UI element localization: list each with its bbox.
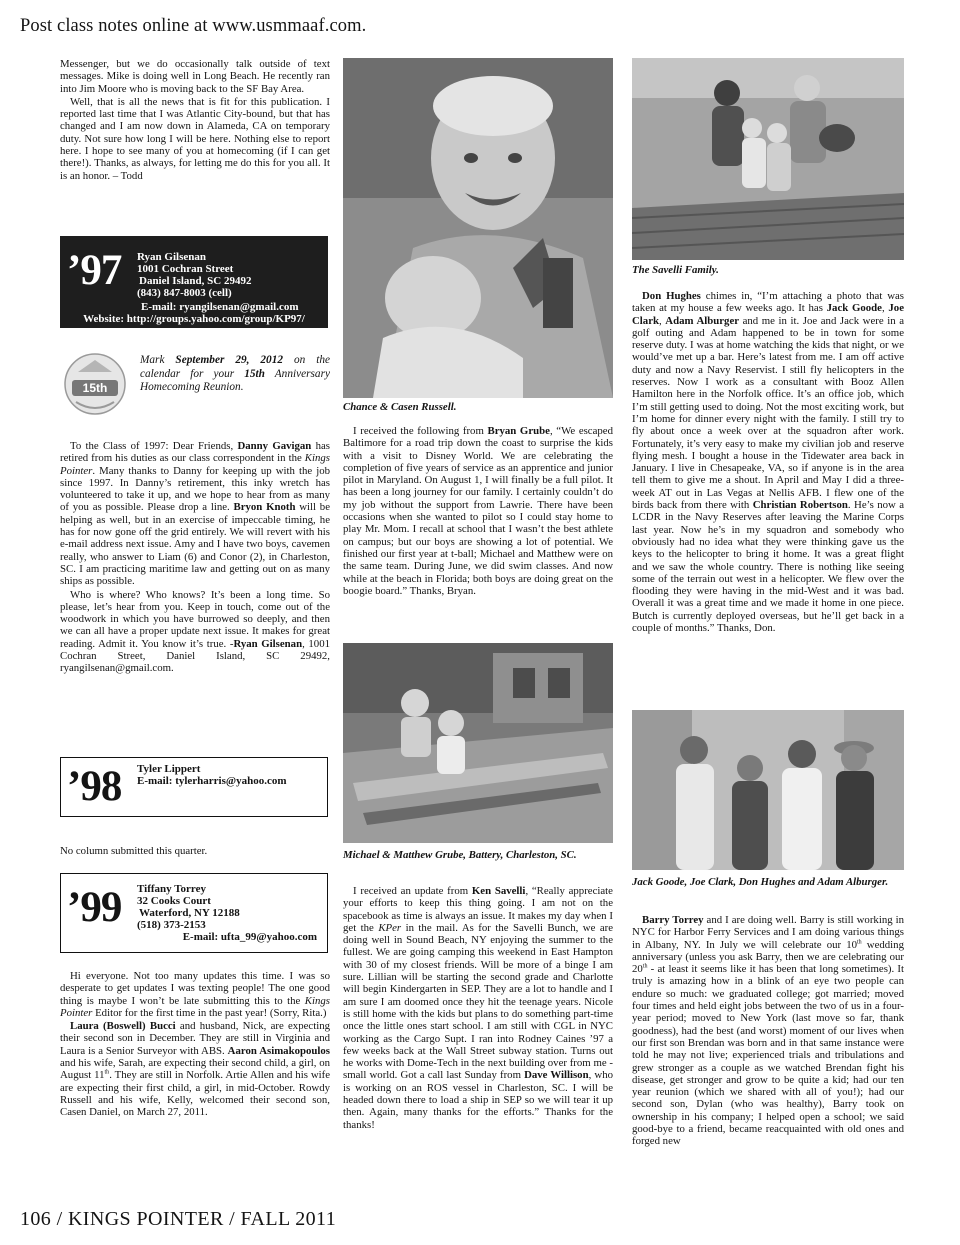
class-97-online-info: [61, 301, 327, 325]
paragraph: Barry Torrey and I are doing well. Barry is still working in NYC for Harbor Ferry Services and I am doing various things in Albany, NY. In July we will celebrate our 10th wedding anniversary (unless you ask Barry, then we are celebrating our 20th - at least it seems like it has been that long sometimes). It truly is amazing how in a blink of an eye two people can endure so much: we graduated college; got married; moved four times and held eight jobs between the two of us in a four-year period; moved to New York (last move so far, thank goodness), had the best (and worst) moment of our lives when our first son Brendan was born and in that same instance were told he may not live; experienced trials and tribulations and grew stronger as a couple as we watched Brendan fight his disease, get stronger and grow to be quite a kid; had our ten year reunion (which we shared with all of you!); had our second son, Dylan (who was healthy), Barry took on ownership in his company; I helped open a school; we said good-bye to a friend, became reacquainted with old ones and forged new: [632, 914, 904, 1148]
paragraph: Don Hughes chimes in, “I’m attaching a photo that was taken at my house a few weeks ago. It has Jack Goode, Joe Clark, Adam Alburger and me in it. Joe and Jack were in a golf outing and Adam happened to be in town for some reserve duty. I was at home watching the kids that night, or we would’ve met up a bar. Here’s latest from me. I am off active duty and now a Navy Reservist. I still fly helicopters in the reserves. Now I work as a consultant with Booz Allen Hamilton here in the Norfolk office. It’s an office job, which I’m still getting used to doing. Not the most exciting work, but I’m home for dinner every night with the family. I still try to fly about once a week over at the squadron after work. Fortunately, it’s very easy to make my civilian job and reserve flying mesh. I bought a house in the Tidewater area back in January. I live in Chesapeake, VA, so if anyone is in the area tell them to give me a shout. In April and May I did a three-week AT out in Las Vegas at Nellis AFB. I flew one of the birds back from there with Christian Robertson. He’s now a LCDR in the Navy Reserves after leaving the Marine Corps last year. Now he’s in my squadron and somebody who obviously had no idea what they were thinking gave us the keys to the helicopter to bring it home. It was a great flight and we saw the whole country. There is nothing like seeing some of the terrain out west in a helicopter. We flew over the flooding they were having in the mid-West and it was bad. Overall it was a great time and we made it home in one piece. Butch is currently deployed overseas, but he’ll get back in a couple of months.” Thanks, Don.: [632, 290, 904, 635]
caption-chance-casen: Chance & Casen Russell.: [343, 401, 457, 413]
email-address: E-mail: tylerharris@yahoo.com: [137, 775, 287, 787]
class-97-contact-box: [60, 236, 328, 328]
caption-grube: Michael & Matthew Grube, Battery, Charleston, SC.: [343, 849, 577, 861]
email-address: E-mail: ryangilsenan@gmail.com: [141, 301, 299, 313]
correspondent-name: Tiffany Torrey: [137, 883, 206, 895]
column-2-savelli-note: [343, 885, 613, 1131]
paragraph: I received an update from Ken Savelli, “Really appreciate your efforts to keep this thing going. I am not on the spacebook as time is always an issue. It makes my day when I get the KPer in the mail. As for the Savelli Bunch, we are doing well in Sound Beach, NY enjoying the summer to the fullest. We are going camping this weekend in East Hampton with 30 of my closest friends. Will be more of a binge I am sure. Lillian will be starting the second grade and Charlotte will begin Kindergarten in SEP. They are a lot to handle and I am sure I am doomed once they hit the teenage years. Nicole is still home with the kids but plans to do something part-time once the little ones start school. I am still with CGL in NYC working as the Cargo Supt. I ran into Rodney Caines ’97 a few weeks back at the Wall Street subway station. Turns out he works with Dome-Tech in the next building over from me - small world. Got a call last Sunday from Dave Willison, who is working on an ROS vessel in Charleston, SC. I will be headed down there to load a ship in SEP so we will tear it up then. Again, many thanks for the efforts.” Thanks for the thanks!: [343, 885, 614, 1131]
photo-goode-clark-hughes-alburger: [632, 710, 904, 870]
paragraph: Laura (Boswell) Bucci and husband, Nick, are expecting their second son in December. They are still in Virginia and Laura is a Senior Surveyor with ABS. Aaron Asimakopoulos and his wife, Sarah, are expecting their second child, a girl, on August 11th. They are still in Norfolk. Artie Allen and his wife are expecting their first child, a girl, in mid-October. Rowdy Russell and his wife, Kelly, welcomed their second son, Casen Daniel, on March 27, 2011.: [60, 1020, 330, 1119]
no-column-note: No column submitted this quarter.: [60, 845, 208, 857]
phone-number: (843) 847-8003 (cell): [137, 287, 232, 299]
street-address: 1001 Cochran Street: [137, 263, 234, 275]
class-97-notes: [60, 440, 330, 675]
class-99-contact-info: [137, 883, 317, 943]
city-address: Waterford, NY 12188: [139, 907, 240, 919]
photo-michael-matthew-grube: [343, 643, 613, 843]
class-99-notes: [60, 970, 330, 1119]
email-address: E-mail: ufta_99@yahoo.com: [182, 931, 317, 943]
caption-group: Jack Goode, Joe Clark, Don Hughes and Adam Alburger.: [632, 876, 889, 888]
reunion-text: Mark September 29, 2012 on the calendar for your 15th Anniversary Homecoming Reunion.: [140, 354, 331, 393]
page-footer: 106 / KINGS POINTER / FALL 2011: [20, 1208, 337, 1230]
class-98-contact-info: [137, 763, 287, 787]
class-year: ’97: [67, 247, 122, 294]
badge-text: 15th: [82, 381, 108, 395]
correspondent-name: Tyler Lippert: [137, 763, 201, 775]
city-address: Daniel Island, SC 29492: [139, 275, 252, 287]
class-98-notes: [60, 845, 330, 857]
correspondent-name: Ryan Gilsenan: [137, 251, 206, 263]
street-address: 32 Cooks Court: [137, 895, 211, 907]
class-99-contact-box: [60, 873, 328, 953]
column-3-hughes-note: [632, 290, 904, 634]
paragraph: To the Class of 1997: Dear Friends, Danny Gavigan has retired from his duties as our class correspondent in the Kings Pointer. Many thanks to Danny for keeping up with the job since 1997. In Danny’s retirement, this inky wretch has volunteered to take it up, and we hope to hear from as many of you as possible. Please drop a line. Bryon Knoth will be helping as well, but in an exercise of impeccable timing, he has for now gone off the grid entirely. We will revert with his e-mail address next issue. Amy and I have two boys, cavemen really, who answer to Liam (6) and Conor (2), in Charleston, SC. I am practicing maritime law and getting out on as many ships as possible.: [60, 440, 330, 588]
class-98-contact-box: [60, 757, 328, 817]
column-1-top: [60, 58, 330, 182]
paragraph: Who is where? Who knows? It’s been a long time. So please, let’s hear from you. Keep in touch, come out of the woodwork in which you have burrowed so deeply, and then we can all have a proper update next issue. It makes for great reading. Admit it. You know it’s true. -Ryan Gilsenan, 1001 Cochran Street, Daniel Island, SC 29492, ryangilsenan@gmail.com.: [60, 588, 330, 675]
class-notes-url-note: Post class notes online at www.usmmaaf.com.: [20, 16, 367, 36]
reunion-notice: [60, 350, 330, 420]
paragraph: I received the following from Bryan Grube, “We escaped Baltimore for a road trip down the coast to surprise the kids with a visit to Disney World. We are celebrating the completion of five years of service as an apprentice and junior pilot in Maryland. On August 1, I will finally be a full pilot. It has been a long journey for our family. I certainly couldn’t do my job without the support from Lawrie. There have been occasions when she wanted to pilot so I could stay home to play Mr. Mom. I recall at school that I wasn’t the best athlete on campus; but our boys are showing a lot of potential. We finished our first year at t-ball; Michael and Matthew were on the same team. During June, we did swim classes. And now while at the beach in Florida; both boys are doing great on the boogie board.” Thanks, Bryan.: [343, 425, 613, 597]
column-3-torrey-note: [632, 914, 904, 1148]
paragraph: Well, that is all the news that is fit for this publication. I reported last time that I was Atlantic City-bound, but that has changed and I am now down in Alameda, CA on temporary duty. Not sure how long I will be here. Nothing else to report here. I hope to see many of you at homecoming (if I can get there!). Thanks, as always, for letting me do this for you all. It is an honor. – Todd: [60, 95, 330, 182]
photo-chance-casen-russell: [343, 58, 613, 398]
class-year: ’98: [67, 763, 122, 810]
website-address: Website: http://groups.yahoo.com/group/KP97/: [83, 313, 305, 325]
class-year: ’99: [67, 884, 122, 931]
phone-number: (518) 373-2153: [137, 919, 206, 931]
paragraph: Messenger, but we do occasionally talk outside of text messages. Mike is doing well in Long Beach. He recently ran into Jim Moore who is moving back to the SF Bay Area.: [60, 58, 330, 95]
paragraph: Hi everyone. Not too many updates this time. I was so desperate to get updates I was texting people! The one good thing is maybe I won’t be late submitting this to the Kings Pointer Editor for the first time in the past year! (Sorry, Rita.): [60, 970, 330, 1019]
photo-savelli-family: [632, 58, 904, 260]
15th-anniversary-badge-icon: [60, 350, 130, 420]
class-97-contact-info: [137, 251, 317, 299]
caption-savelli: The Savelli Family.: [632, 264, 719, 276]
column-2-grube-note: [343, 425, 613, 597]
